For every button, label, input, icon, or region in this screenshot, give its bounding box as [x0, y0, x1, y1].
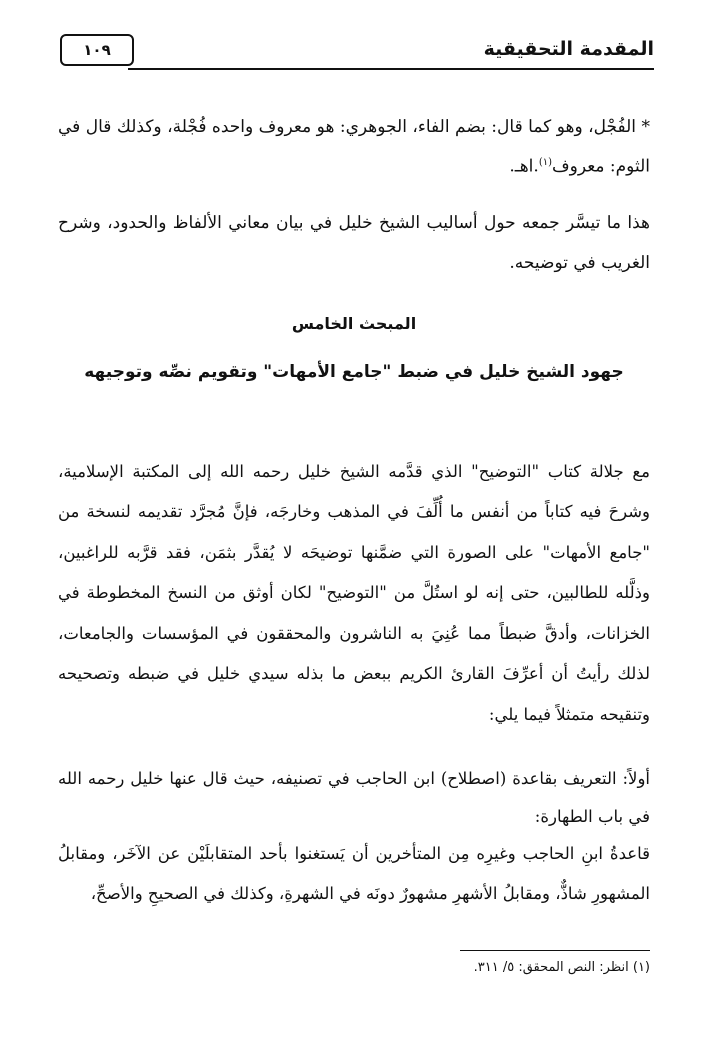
page-number: ١٠٩ [60, 34, 134, 66]
header-divider [128, 68, 654, 70]
page-header [60, 34, 654, 74]
paragraph-summary: هذا ما تيسَّر جمعه حول أساليب الشيخ خليل في بيان معاني الألفاظ والحدود، وشرح الغريب في توضيحه. [58, 213, 650, 273]
paragraph-intro: مع جلالة كتاب "التوضيح" الذي قدَّمه الشيخ خليل رحمه الله إلى المكتبة الإسلامية، وشرحَ فيه كتاباً من أنفس ما أُلِّفَ في المذهب وخارجَه، فإنَّ مُجرَّد تقديمه لنسخة من "جامع الأمهات" على الصورة التي ضمَّنها توضيحَه لا يُقدَّر بثمَن، فقد قرَّبه للراغبين، وذلَّله للطالبين، حتى إنه لو استُلَّ من "التوضيح" لكان أوثق من النسخ المخطوطة في الخزانات، وأدقَّ ضبطاً مما عُنِيَ به الناشرون والمحققون في المؤسسات والجامعات، لذلك رأيتُ أن أعرِّفَ القارئ الكريم ببعض ما بذله سيدي خليل في ضبطه وتصحيحه وتنقيحه متمثلاً فيما يلي: [58, 461, 650, 724]
paragraph-fujl-text: * الفُجْل، وهو كما قال: بضم الفاء، الجوهري: هو معروف واحده فُجْلة، وكذلك قال في الثوم: معروف [58, 117, 650, 177]
section-title-heading: جهود الشيخ خليل في ضبط "جامع الأمهات" وتقويم نصِّه وتوجيهه [84, 362, 624, 382]
paragraph-fujl [58, 109, 650, 185]
footnote-reference: (١) [538, 157, 552, 168]
running-title: المقدمة التحقيقية [483, 38, 654, 60]
paragraph-fujl-end: .اهـ. [509, 156, 539, 177]
paragraph-quote: قاعدةُ ابنِ الحاجب وغيرِه مِن المتأخرين أن يَستغنوا بأحد المتقابلَيْن عن الآخَر، ومقابلُ المشهورِ شاذٌّ، ومقابلُ الأشهرِ مشهورٌ دونَه في الشهرةِ، وكذلك في الصحيحِ والأصحِّ، [58, 843, 650, 903]
section-number-heading: المبحث الخامس [291, 314, 417, 333]
footnote-divider [460, 950, 650, 951]
footnote: (١) انظر: النص المحقق: ٥/ ٣١١. [473, 960, 650, 975]
paragraph-first-point: أولاً: التعريف بقاعدة (اصطلاح) ابن الحاجب في تصنيفه، حيث قال عنها خليل رحمه الله في باب الطهارة: [58, 768, 650, 826]
